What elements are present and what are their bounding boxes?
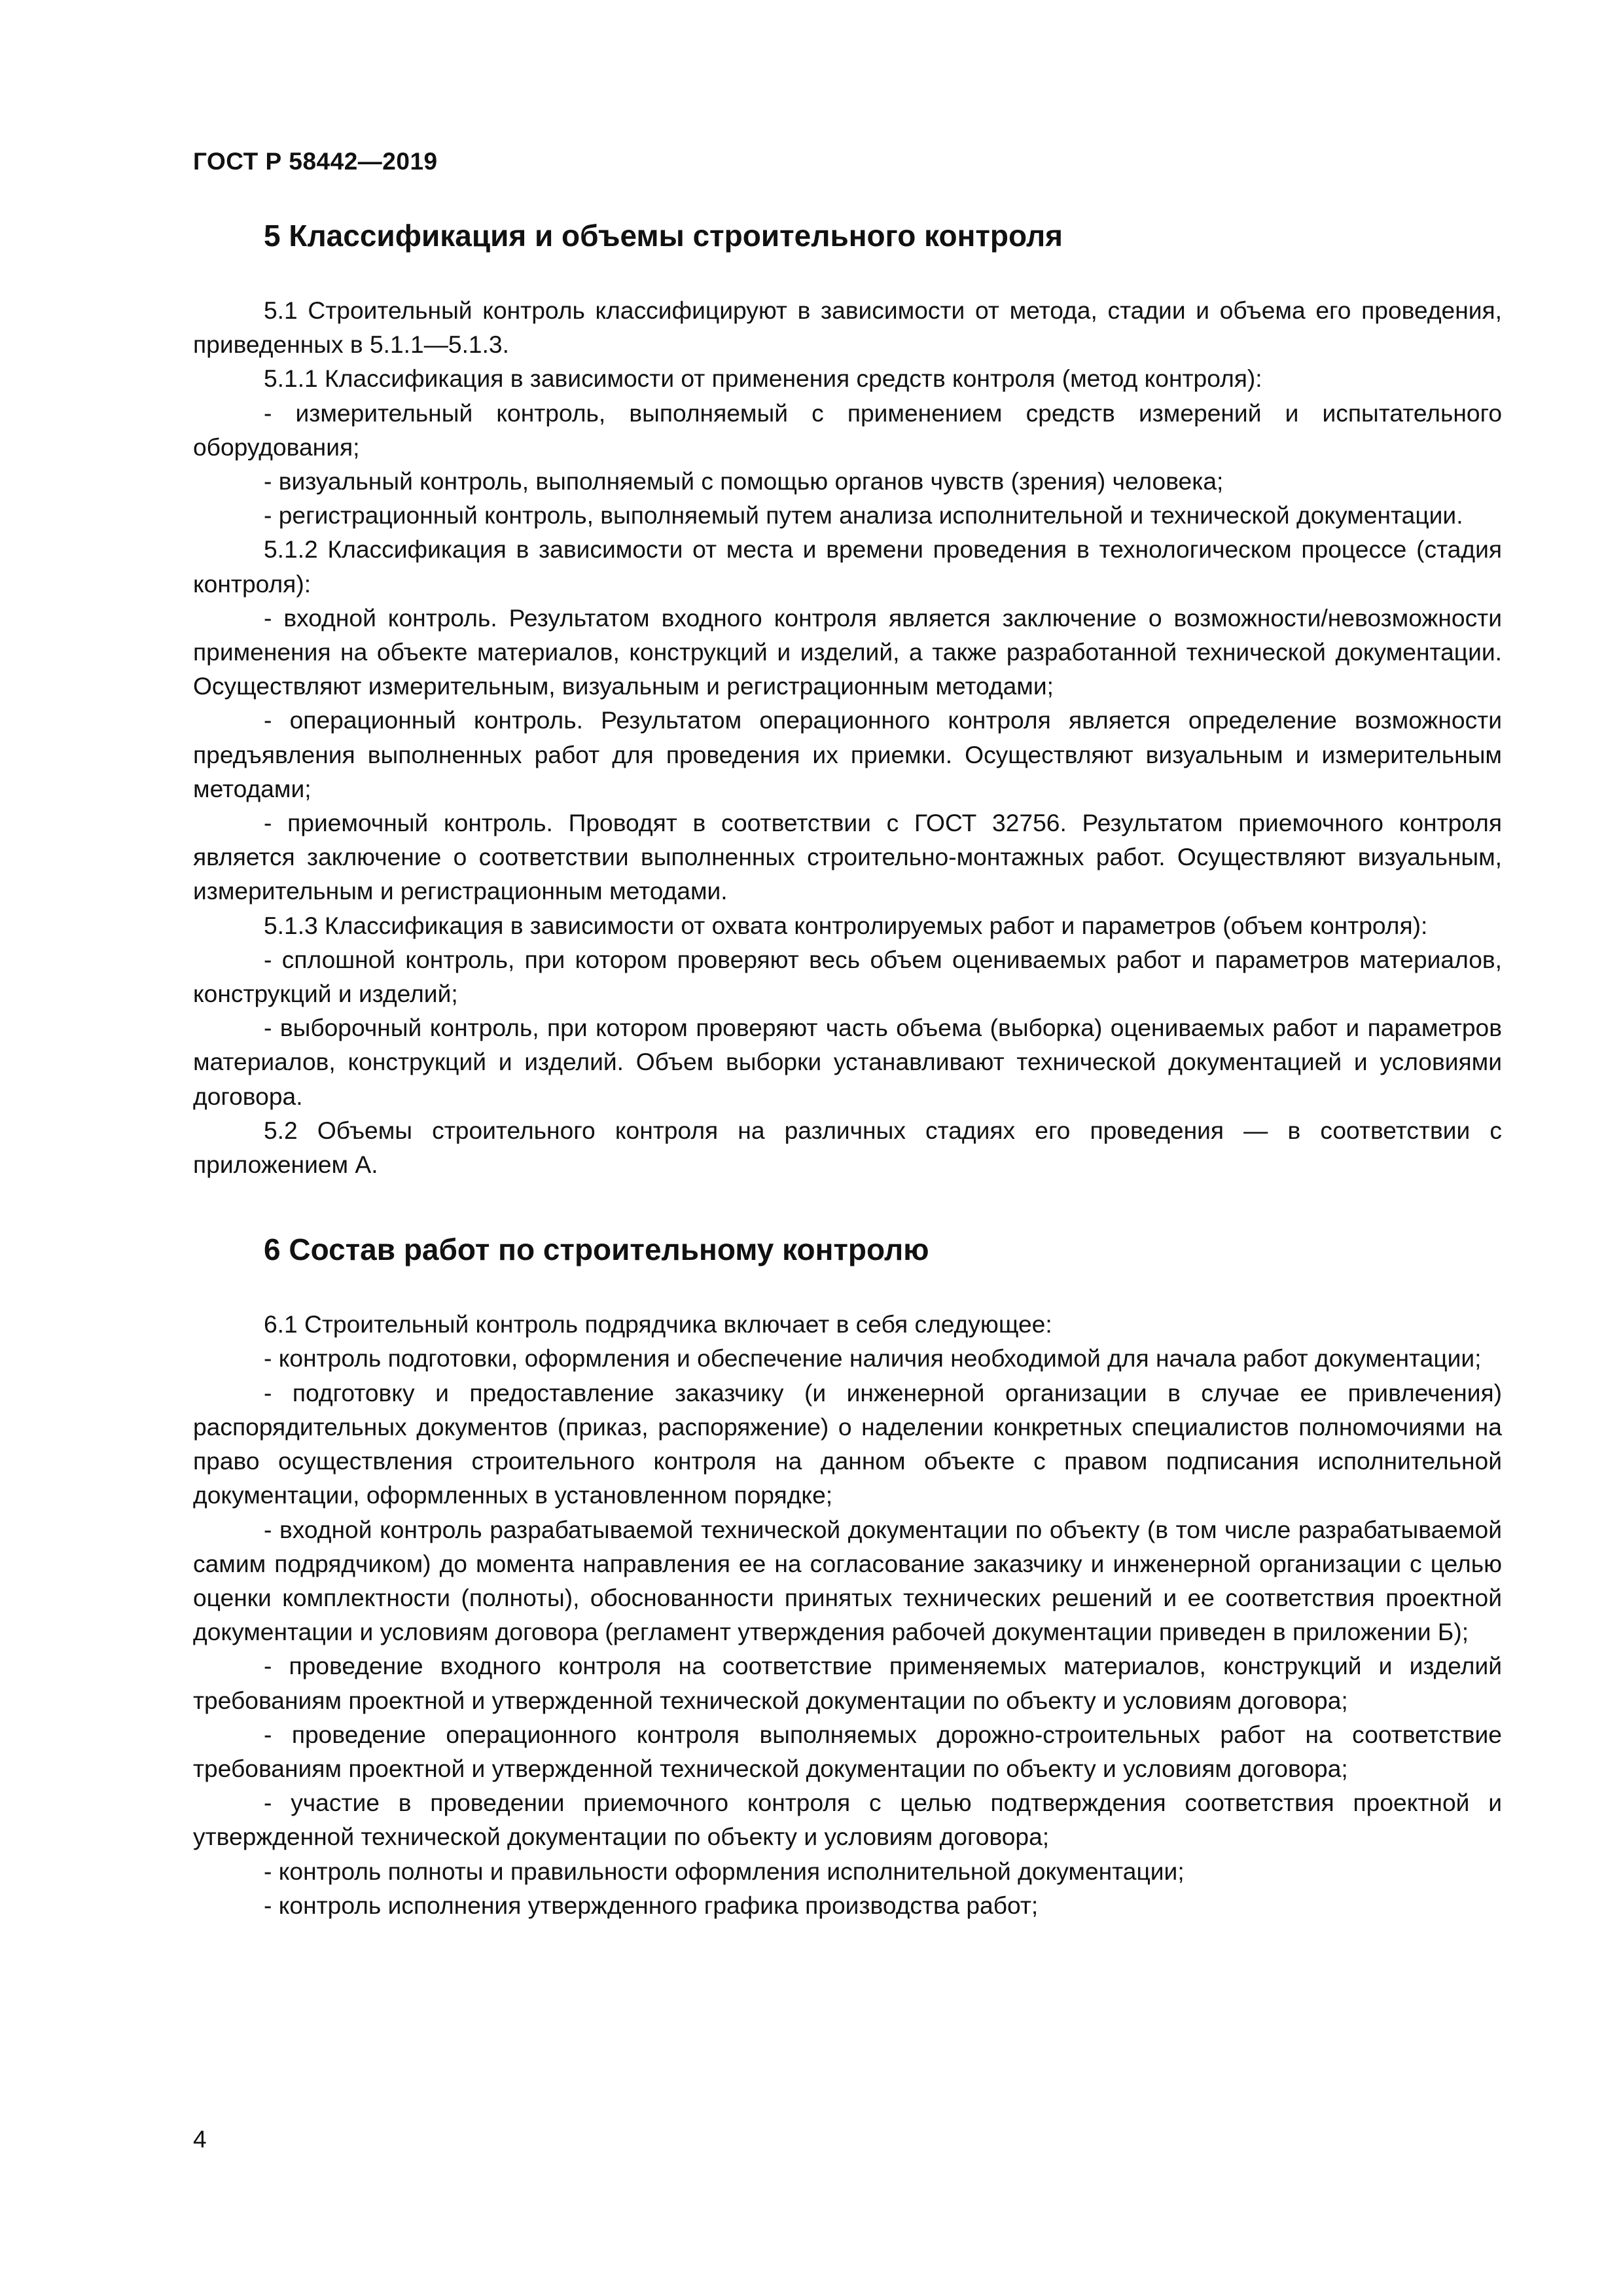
list-item: - контроль полноты и правильности оформления исполнительной документации; — [264, 1857, 1185, 1885]
list-item: - проведение входного контроля на соответствие применяемых материалов, конструкций и изделий требованиям проектной и утвержденной технической документации по объекту и условиям договора; — [193, 1652, 1502, 1714]
paragraph: 5.1.2 Классификация в зависимости от места и времени проведения в технологическом процессе (стадия контроля): — [193, 535, 1502, 598]
page-body — [193, 216, 1502, 1922]
list-item: - входной контроль. Результатом входного контроля является заключение о возможности/невозможности применения на объекте материалов, конструкций и изделий, а также разработанной технической документации. Осуществляют измерительным, визуальным и регистрационным методами; — [193, 603, 1502, 700]
list-item: - визуальный контроль, выполняемый с помощью органов чувств (зрения) человека; — [264, 467, 1224, 495]
list-item: - операционный контроль. Результатом операционного контроля является определение возможности предъявления выполненных работ для проведения их приемки. Осуществляют визуальным и измерительным методами; — [193, 706, 1502, 802]
list-item: - подготовку и предоставление заказчику (и инженерной организации в случае ее привлечения) распорядительных документов (приказ, распоряжение) о наделении конкретных специалистов полномочиями на право осуществления строительного контроля на данном объекте с правом подписания исполнительной документации, оформленных в установленном порядке; — [193, 1378, 1502, 1509]
paragraph: 5.1.1 Классификация в зависимости от применения средств контроля (метод контроля): — [264, 365, 1262, 393]
list-item: - проведение операционного контроля выполняемых дорожно-строительных работ на соответствие требованиям проектной и утвержденной технической документации по объекту и условиям договора; — [193, 1720, 1502, 1782]
list-item: - контроль исполнения утвержденного графика производства работ; — [264, 1891, 1039, 1919]
list-item: - регистрационный контроль, выполняемый путем анализа исполнительной и технической документации. — [264, 501, 1463, 529]
section-5-title: 5 Классификация и объемы строительного контроля — [264, 219, 1063, 253]
list-item: - участие в проведении приемочного контроля с целью подтверждения соответствия проектной и утвержденной технической документации по объекту и условиям договора; — [193, 1789, 1502, 1851]
paragraph: 5.1.3 Классификация в зависимости от охвата контролируемых работ и параметров (объем контроля): — [264, 911, 1428, 939]
list-item: - контроль подготовки, оформления и обеспечение наличия необходимой для начала работ документации; — [264, 1344, 1482, 1372]
list-item: - измерительный контроль, выполняемый с применением средств измерений и испытательного оборудования; — [193, 399, 1502, 461]
section-6-title: 6 Состав работ по строительному контролю — [264, 1232, 929, 1267]
paragraph: 6.1 Строительный контроль подрядчика включает в себя следующее: — [264, 1310, 1052, 1338]
list-item: - сплошной контроль, при котором проверяют весь объем оцениваемых работ и параметров материалов, конструкций и изделий; — [193, 945, 1502, 1008]
document-code: ГОСТ Р 58442—2019 — [193, 148, 438, 175]
list-item: - входной контроль разрабатываемой технической документации по объекту (в том числе разрабатываемой самим подрядчиком) до момента направления ее на согласование заказчику и инженерной организации с целью оценки комплектности (полноты), обоснованности принятых технических решений и ее соответствия проектной документации и условиям договора (регламент утверждения рабочей документации приведен в приложении Б); — [193, 1515, 1502, 1646]
page-number: 4 — [193, 2126, 207, 2153]
list-item: - приемочный контроль. Проводят в соответствии с ГОСТ 32756. Результатом приемочного контроля является заключение о соответствии выполненных строительно-монтажных работ. Осуществляют визуальным, измерительным и регистрационным методами. — [193, 809, 1502, 905]
list-item: - выборочный контроль, при котором проверяют часть объема (выборка) оцениваемых работ и параметров материалов, конструкций и изделий. Объем выборки устанавливают технической документацией и условиями договора. — [193, 1014, 1502, 1110]
paragraph: 5.1 Строительный контроль классифицируют в зависимости от метода, стадии и объема его проведения, приведенных в 5.1.1—5.1.3. — [193, 296, 1502, 359]
paragraph: 5.2 Объемы строительного контроля на различных стадиях его проведения — в соответствии с приложением А. — [193, 1116, 1502, 1179]
